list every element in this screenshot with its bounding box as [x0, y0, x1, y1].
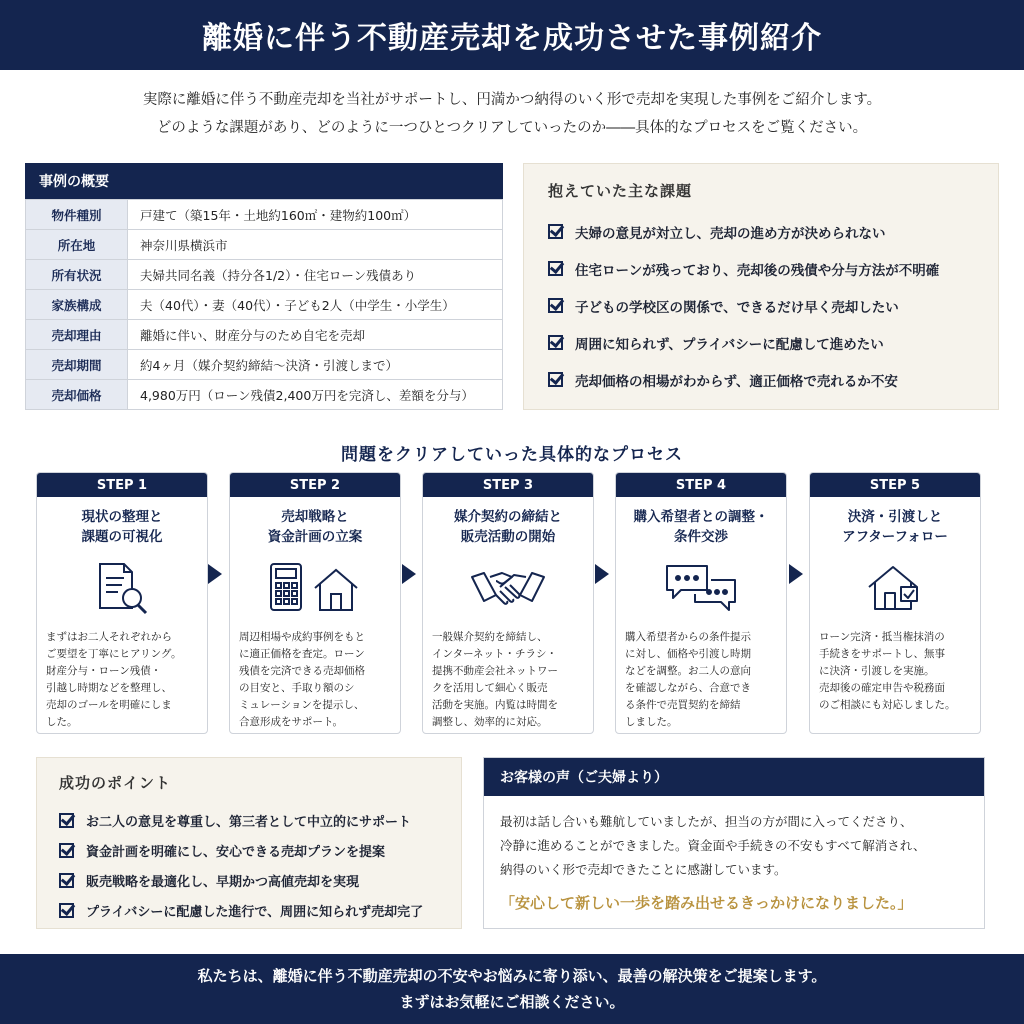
step-desc-line: の目安と、手取り額のシ: [239, 682, 355, 694]
step-desc-line: クを活用して細心く販売: [432, 682, 548, 694]
step-desc-line: 手続きをサポートし、無事: [819, 648, 945, 660]
step-label: STEP 5: [810, 473, 980, 497]
checkbox-icon: [548, 298, 563, 313]
issue-text: 周囲に知られず、プライバシーに配慮して進めたい: [575, 336, 884, 353]
step-desc-line: 調整し、効率的に対応。: [432, 716, 548, 728]
overview-table: [25, 199, 503, 410]
checkbox-icon: [59, 873, 74, 888]
handshake-icon: [423, 553, 593, 623]
point-text: 販売戦略を最適化し、早期かつ高値売却を実現: [86, 874, 360, 890]
step-desc-line: まずはお二人それぞれから: [46, 631, 172, 643]
step-desc-line: しました。: [625, 716, 678, 728]
step-desc-line: に適正価格を査定。ローン: [239, 648, 365, 660]
step-desc-line: る条件で売買契約を締結: [625, 699, 741, 711]
step-title-line: アフターフォロー: [842, 529, 948, 545]
row-key: 家族構成: [26, 290, 128, 320]
step-desc-line: などを調整。お二人の意向: [625, 665, 751, 677]
step-title-line: 資金計画の立案: [267, 529, 363, 545]
step-desc-line: のご相談にも対応しました。: [819, 699, 956, 711]
footer-line-2: まずはお気軽にご相談ください。: [399, 993, 625, 1011]
step-title: [616, 497, 786, 553]
voice-line: 最初は話し合いも難航していましたが、担当の方が間に入ってくださり、: [500, 814, 913, 829]
table-row: [26, 200, 503, 230]
step-desc-line: に決済・引渡しを実施。: [819, 665, 935, 677]
customer-voice-panel: [483, 757, 985, 929]
step-desc-line: 引越し時期などを整理し、: [46, 682, 172, 694]
row-value: 神奈川県横浜市: [128, 230, 503, 260]
point-text: お二人の意見を尊重し、第三者として中立的にサポート: [86, 814, 412, 830]
footer-message: [0, 954, 1024, 1024]
row-value: 4,980万円（ローン残債2,400万円を完済し、差額を分与）: [128, 380, 503, 410]
row-value: 戸建て（築15年・土地約160㎡・建物約100㎡）: [128, 200, 503, 230]
intro-line-1: 実際に離婚に伴う不動産売却を当社がサポートし、円満かつ納得のいく形で売却を実現した事例をご紹介します。: [142, 92, 882, 108]
table-row: [26, 320, 503, 350]
step-title-line: 媒介契約の締結と: [454, 509, 562, 525]
step-title: [230, 497, 400, 553]
row-key: 所有状況: [26, 260, 128, 290]
step-desc-line: 売却後の確定申告や税務面: [819, 682, 945, 694]
step-desc-line: 購入希望者からの条件提示: [625, 631, 751, 643]
step-card-1: [36, 472, 208, 734]
row-key: 売却理由: [26, 320, 128, 350]
step-label: STEP 2: [230, 473, 400, 497]
step-desc-line: に対し、価格や引渡し時期: [625, 648, 751, 660]
step-desc-line: 活動を実施。内覧は時間を: [432, 699, 558, 711]
step-desc-line: を確認しながら、合意でき: [625, 682, 751, 694]
step-label: STEP 1: [37, 473, 207, 497]
checkbox-icon: [59, 813, 74, 828]
success-points-panel: [36, 757, 462, 929]
voice-text: [484, 796, 984, 882]
arrow-right-icon: [402, 564, 416, 584]
list-item: [59, 835, 439, 865]
step-desc-line: 売却のゴールを明確にしま: [46, 699, 172, 711]
step-card-5: [809, 472, 981, 734]
intro-line-2: どのような課題があり、どのように一つひとつクリアしていったのか――具体的なプロセスをご覧ください。: [156, 120, 868, 136]
row-key: 売却価格: [26, 380, 128, 410]
chat-bubbles-icon: [616, 553, 786, 623]
list-item: [548, 324, 974, 361]
list-item: [548, 213, 974, 250]
step-desc-line: インターネット・チラシ・: [432, 648, 558, 660]
point-text: 資金計画を明確にし、安心できる売却プランを提案: [86, 844, 386, 860]
calculator-house-icon: [230, 553, 400, 623]
row-value: 夫（40代）・妻（40代）・子ども2人（中学生・小学生）: [128, 290, 503, 320]
list-item: [59, 805, 439, 835]
step-title-line: 条件交渉: [674, 529, 728, 545]
row-key: 物件種別: [26, 200, 128, 230]
table-row: [26, 350, 503, 380]
step-desc-line: 合意形成をサポート。: [239, 716, 344, 728]
checkbox-icon: [548, 224, 563, 239]
issue-text: 住宅ローンが残っており、売却後の残債や分与方法が不明確: [575, 262, 940, 279]
table-row: [26, 380, 503, 410]
step-title-line: 決済・引渡しと: [847, 509, 943, 525]
row-value: 離婚に伴い、財産分与のため自宅を売却: [128, 320, 503, 350]
list-item: [59, 895, 439, 925]
overview-title: 事例の概要: [25, 163, 503, 199]
table-row: [26, 230, 503, 260]
step-desc-line: 周辺相場や成約事例をもと: [239, 631, 365, 643]
process-title: 問題をクリアしていった具体的なプロセス: [341, 445, 683, 465]
checkbox-icon: [548, 335, 563, 350]
voice-title: お客様の声（ご夫婦より）: [484, 758, 984, 796]
list-item: [59, 865, 439, 895]
step-desc-line: ローン完済・抵当権抹消の: [819, 631, 945, 643]
step-title: [37, 497, 207, 553]
step-desc-line: 財産分与・ローン残債・: [46, 665, 162, 677]
issue-text: 売却価格の相場がわからず、適正価格で売れるか不安: [575, 373, 898, 390]
row-value: 約4ヶ月（媒介契約締結〜決済・引渡しまで）: [128, 350, 503, 380]
case-overview: [25, 163, 503, 410]
step-desc-line: 提携不動産会社ネットワー: [432, 665, 558, 677]
step-desc-line: 一般媒介契約を締結し、: [432, 631, 548, 643]
table-row: [26, 260, 503, 290]
step-card-3: [422, 472, 594, 734]
step-card-2: [229, 472, 401, 734]
step-card-4: [615, 472, 787, 734]
step-title-line: 課題の可視化: [81, 529, 163, 545]
step-label: STEP 3: [423, 473, 593, 497]
step-title: [810, 497, 980, 553]
row-key: 所在地: [26, 230, 128, 260]
step-title-line: 販売活動の開始: [460, 529, 556, 545]
row-key: 売却期間: [26, 350, 128, 380]
voice-line: 納得のいく形で売却できたことに感謝しています。: [500, 862, 787, 877]
list-item: [548, 287, 974, 324]
checkbox-icon: [548, 372, 563, 387]
house-check-icon: [810, 553, 980, 623]
step-title-line: 購入希望者との調整・: [633, 509, 769, 525]
step-label: STEP 4: [616, 473, 786, 497]
checkbox-icon: [548, 261, 563, 276]
step-title-line: 売却戦略と: [281, 509, 349, 525]
row-value: 夫婦共同名義（持分各1/2）・住宅ローン残債あり: [128, 260, 503, 290]
document-search-icon: [37, 553, 207, 623]
issues-panel: [523, 163, 999, 410]
arrow-right-icon: [595, 564, 609, 584]
voice-quote: 「安心して新しい一歩を踏み出せるきっかけになりました。」: [500, 894, 913, 912]
list-item: [548, 361, 974, 398]
list-item: [548, 250, 974, 287]
issue-text: 子どもの学校区の関係で、できるだけ早く売却したい: [575, 299, 899, 316]
page-title: 離婚に伴う不動産売却を成功させた事例紹介: [0, 0, 1024, 70]
points-title: 成功のポイント: [59, 774, 172, 792]
voice-line: 冷静に進めることができました。資金面や手続きの不安もすべて解消され、: [500, 838, 926, 853]
intro-text: [0, 86, 1024, 142]
step-desc-line: ミュレーションを提示し、: [239, 699, 365, 711]
step-title: [423, 497, 593, 553]
step-title-line: 現状の整理と: [81, 509, 163, 525]
step-desc-line: 残債を完済できる売却価格: [239, 665, 365, 677]
point-text: プライバシーに配慮した進行で、周囲に知られず売却完了: [86, 904, 424, 920]
issues-title: 抱えていた主な課題: [548, 182, 693, 200]
step-desc-line: した。: [46, 716, 78, 728]
footer-line-1: 私たちは、離婚に伴う不動産売却の不安やお悩みに寄り添い、最善の解決策をご提案します。: [197, 967, 827, 985]
step-desc-line: ご要望を丁寧にヒアリング。: [46, 648, 182, 660]
issue-text: 夫婦の意見が対立し、売却の進め方が決められない: [575, 225, 886, 242]
checkbox-icon: [59, 843, 74, 858]
arrow-right-icon: [208, 564, 222, 584]
arrow-right-icon: [789, 564, 803, 584]
table-row: [26, 290, 503, 320]
checkbox-icon: [59, 903, 74, 918]
